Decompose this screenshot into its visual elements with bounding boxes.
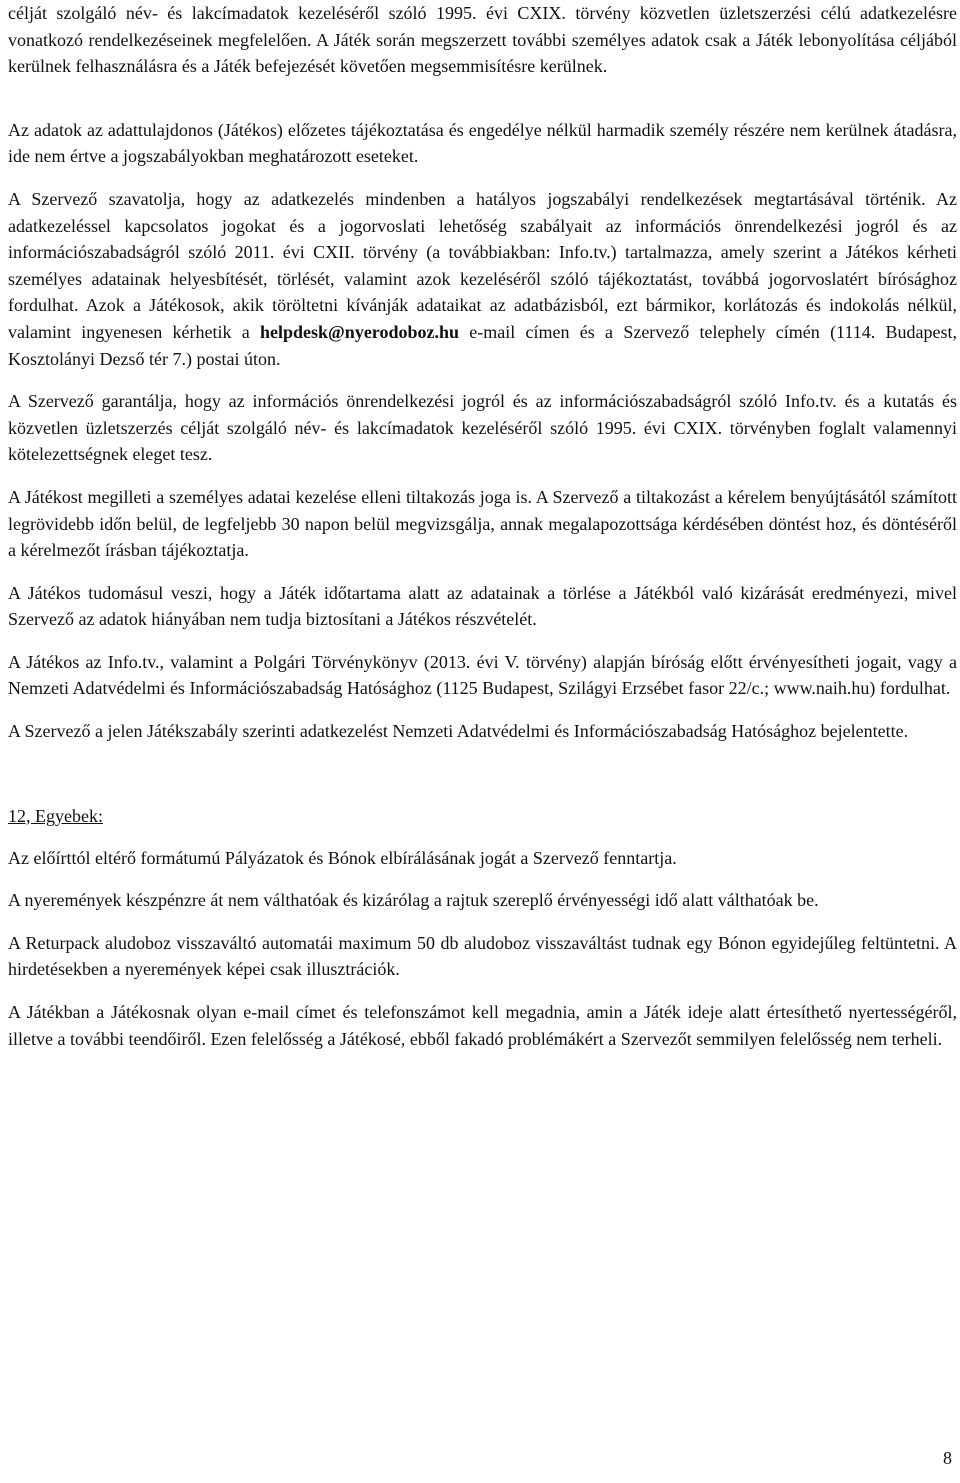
helpdesk-email: helpdesk@nyerodoboz.hu <box>260 321 459 342</box>
paragraph-legal-compliance-text: A Szervező szavatolja, hogy az adatkezelés mindenben a hatályos jogszabályi rendelkezések megtartásával történik. Az adatkezeléssel kapcsolatos jogokat és a jogorvoslati lehetőség szabályait az információs önrendelkezési jogról és az információszabadságról szóló 2011. évi CXII. törvény (a továbbiakban: Info.tv.) tartalmazza, amely szerint a Játékos kérheti személyes adatainak helyesbítését, törlését, valamint azok kezeléséről szóló tájékoztatást, továbbá jogorvoslatért bírósághoz fordulhat. Azok a Játékosok, akik töröltetni kívánják adataikat az adatbázisból, ezt bármikor, korlátozás és indokolás nélkül, valamint ingyenesen kérhetik a <box>8 188 957 342</box>
document-page <box>8 0 957 1052</box>
paragraph-no-transfer: Az adatok az adattulajdonos (Játékos) előzetes tájékoztatása és engedélye nélkül harmadik személy részére nem kerülnek átadásra, ide nem értve a jogszabályokban meghatározott eseteket. <box>8 119 957 167</box>
paragraph-returpack: A Returpack aludoboz visszaváltó automatái maximum 50 db aludoboz visszaváltást tudnak egy Bónon egyidejűleg feltüntetni. A hirdetésekben a nyeremények képei csak illusztrációk. <box>8 932 957 980</box>
paragraph-data-handling-purpose: célját szolgáló név- és lakcímadatok kezeléséről szóló 1995. évi CXIX. törvény közvetlen üzletszerzési célú adatkezelésre vonatkozó rendelkezéseinek megfelelően. A Játék során megszerzett további személyes adatok csak a Játék lebonyolítása céljából kerülnek felhasználásra és a Játék befejezését követően megsemmisítésre kerülnek. <box>8 3 957 77</box>
paragraph-authority-notification: A Szervező a jelen Játékszabály szerinti adatkezelést Nemzeti Adatvédelmi és Információszabadság Hatósághoz bejelentette. <box>8 721 909 742</box>
paragraph-court-remedy: A Játékos az Info.tv., valamint a Polgári Törvénykönyv (2013. évi V. törvény) alapján bíróság előtt érvényesítheti jogait, vagy a Nemzeti Adatvédelmi és Információszabadság Hatósághoz (1125 Budapest, Szilágyi Erzsébet fasor 22/c.; www.naih.hu) fordulhat. <box>8 651 957 699</box>
paragraph-deletion-consequence: A Játékos tudomásul veszi, hogy a Játék időtartama alatt az adatainak a törlése a Játékból való kizárását eredményezi, mivel Szervező az adatok hiányában nem tudja biztosítani a Játékos részvételét. <box>8 582 957 630</box>
page-number: 8 <box>943 1448 952 1468</box>
paragraph-legal-compliance <box>8 186 957 372</box>
section-title-miscellaneous: 12, Egyebek: <box>8 805 103 826</box>
paragraph-contact-responsibility: A Játékban a Játékosnak olyan e-mail címet és telefonszámot kell megadnia, amin a Játék ideje alatt értesíthető nyertességéről, illetve a további teendőiről. Ezen felelősség a Játékosé, ebből fakadó problémákért a Szervezőt semmilyen felelősség nem terheli. <box>8 1002 957 1049</box>
paragraph-objection-right: A Játékost megilleti a személyes adatai kezelése elleni tiltakozás joga is. A Szervező a tiltakozást a kérelem benyújtásától számított legrövidebb időn belül, de legfeljebb 30 napon belül megvizsgálja, annak megalapozottsága kérdésében döntést hoz, és döntéséről a kérelmezőt írásban tájékoztatja. <box>8 486 957 561</box>
paragraph-legal-compliance-end: e-mail címen és a Szervező telephely címén (1114. Budapest, Kosztolányi Dezső tér 7.) postai úton. <box>8 321 957 369</box>
paragraph-guarantee: A Szervező garantálja, hogy az információs önrendelkezési jogról és az információszabadságról szóló Info.tv. és a kutatás és közvetlen üzletszerzés célját szolgáló név- és lakcímadatok kezeléséről szóló 1995. évi CXIX. törvényben foglalt valamennyi kötelezettségnek eleget tesz. <box>8 391 957 465</box>
paragraph-prizes: A nyeremények készpénzre át nem válthatóak és kizárólag a rajtuk szereplő érvényességi idő alatt válthatóak be. <box>8 890 819 911</box>
paragraph-formats: Az előírttól eltérő formátumú Pályázatok és Bónok elbírálásának jogát a Szervező fenntartja. <box>8 847 677 868</box>
